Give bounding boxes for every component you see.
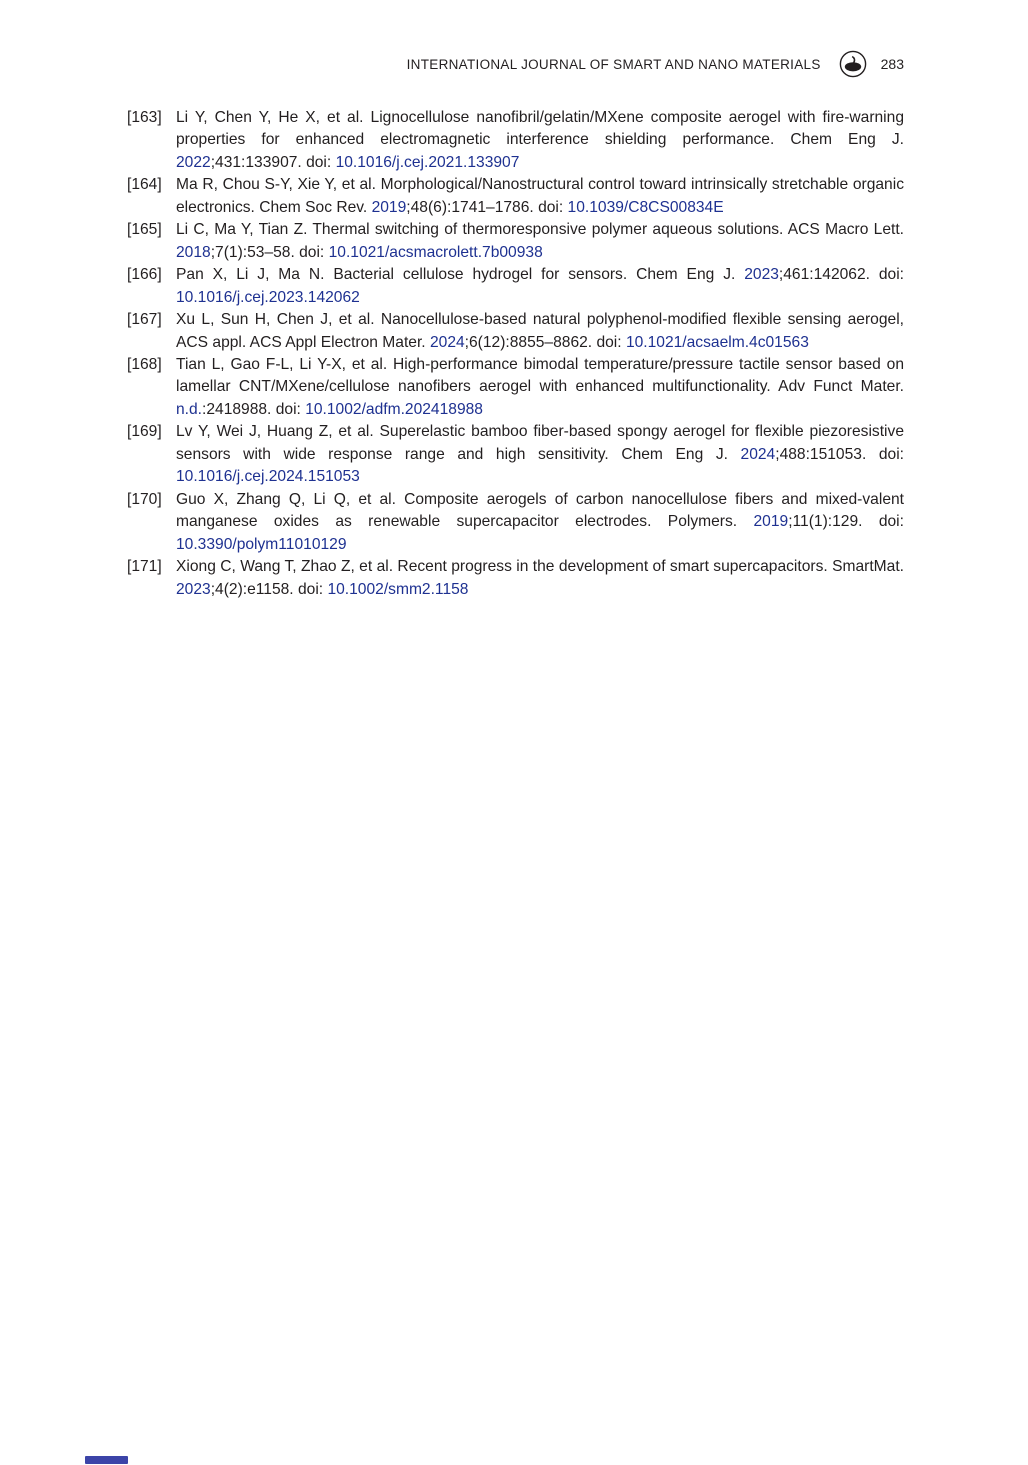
- reference-doi-link[interactable]: 10.1039/C8CS00834E: [567, 198, 724, 216]
- reference-body: [176, 356, 904, 418]
- reference-number: [165]: [127, 221, 162, 239]
- reference-doi-link[interactable]: 2024: [429, 333, 465, 351]
- reference-doi-link[interactable]: 2023: [744, 266, 779, 284]
- reference-doi-link[interactable]: 10.3390/polym11010129: [176, 535, 347, 553]
- reference-number: [169]: [127, 423, 162, 441]
- reference-text: ;488:151053. doi:: [775, 445, 905, 463]
- reference-text: Li Y, Chen Y, He X, et al. Lignocellulose nanofibril/gelatin/MXene composite aerogel with fire-warning properties for enhanced electromagnetic interference shielding performance. Chem Eng J.: [176, 109, 904, 149]
- reference-text: ;7(1):53–58. doi:: [210, 243, 329, 261]
- page-bottom-marker: [85, 1456, 128, 1464]
- reference-text: Lv Y, Wei J, Huang Z, et al. Superelastic bamboo fiber-based spongy aerogel for flexible piezoresistive sensors with wide response range and high sensitivity. Chem Eng J.: [176, 423, 904, 463]
- page-header: [127, 50, 904, 78]
- reference-doi-link[interactable]: 10.1021/acsmacrolett.7b00938: [328, 243, 543, 261]
- reference-body: [176, 176, 904, 215]
- reference-doi-link[interactable]: 2019: [371, 198, 407, 216]
- reference-item: [127, 489, 904, 556]
- reference-body: [176, 558, 904, 597]
- reference-text: ;4(2):e1158. doi:: [210, 580, 328, 598]
- reference-body: [176, 221, 904, 260]
- taylor-francis-logo-icon: [839, 50, 867, 78]
- reference-doi-link[interactable]: 2024: [740, 445, 776, 463]
- journal-title: INTERNATIONAL JOURNAL OF SMART AND NANO MATERIALS: [406, 56, 821, 72]
- reference-text: :2418988. doi:: [202, 400, 306, 418]
- reference-body: [176, 266, 904, 305]
- reference-doi-link[interactable]: 10.1002/adfm.202418988: [305, 400, 483, 418]
- page-number: 283: [880, 56, 904, 72]
- reference-text: Pan X, Li J, Ma N. Bacterial cellulose hydrogel for sensors. Chem Eng J.: [176, 266, 745, 284]
- reference-number: [163]: [127, 109, 162, 126]
- reference-item: [127, 174, 904, 219]
- reference-doi-link[interactable]: 2023: [176, 580, 211, 598]
- reference-item: [127, 309, 904, 354]
- reference-item: [127, 421, 904, 488]
- reference-number: [168]: [127, 355, 162, 373]
- reference-text: ;48(6):1741–1786. doi:: [406, 198, 568, 216]
- reference-number: [166]: [127, 266, 162, 284]
- reference-doi-link[interactable]: 10.1016/j.cej.2024.151053: [176, 468, 360, 486]
- reference-doi-link[interactable]: 10.1002/smm2.1158: [327, 580, 469, 598]
- reference-body: [176, 491, 904, 553]
- reference-doi-link[interactable]: 2022: [176, 153, 211, 171]
- reference-doi-link[interactable]: n.d.: [176, 400, 203, 418]
- reference-text: Xu L, Sun H, Chen J, et al. Nanocellulose-based natural polyphenol-modified flexible sensing aerogel, ACS appl. ACS Appl Electron Mater.: [176, 311, 904, 351]
- reference-doi-link[interactable]: 10.1016/j.cej.2023.142062: [176, 288, 360, 306]
- reference-list: [127, 107, 904, 601]
- reference-text: Xiong C, Wang T, Zhao Z, et al. Recent progress in the development of smart supercapacitors. SmartMat.: [176, 558, 904, 576]
- reference-number: [171]: [127, 558, 162, 576]
- reference-text: ;461:142062. doi:: [778, 266, 905, 284]
- reference-text: ;11(1):129. doi:: [788, 513, 904, 531]
- reference-body: [176, 423, 904, 485]
- reference-doi-link[interactable]: 10.1021/acsaelm.4c01563: [625, 333, 809, 351]
- reference-text: Li C, Ma Y, Tian Z. Thermal switching of thermoresponsive polymer aqueous solutions. ACS Macro Lett.: [176, 221, 904, 239]
- reference-text: ;431:133907. doi:: [210, 153, 336, 171]
- reference-doi-link[interactable]: 2018: [176, 243, 211, 261]
- reference-item: [127, 107, 904, 174]
- reference-body: [176, 311, 904, 350]
- reference-doi-link[interactable]: 10.1016/j.cej.2021.133907: [335, 153, 520, 171]
- reference-text: Tian L, Gao F-L, Li Y-X, et al. High-performance bimodal temperature/pressure tactile sensor based on lamellar CNT/MXene/cellulose nanofibers aerogel with enhanced multifunctionality. Adv Funct Mater.: [176, 355, 904, 396]
- reference-text: ;6(12):8855–8862. doi:: [464, 333, 626, 351]
- reference-text: Guo X, Zhang Q, Li Q, et al. Composite aerogels of carbon nanocellulose fibers and mixed-valent manganese oxides as renewable supercapacitor electrodes. Polymers.: [176, 490, 904, 531]
- reference-number: [164]: [127, 176, 162, 194]
- reference-item: [127, 264, 904, 309]
- reference-item: [127, 219, 904, 264]
- reference-number: [170]: [127, 490, 162, 508]
- reference-item: [127, 556, 904, 601]
- reference-item: [127, 354, 904, 421]
- reference-number: [167]: [127, 311, 162, 329]
- reference-text: Ma R, Chou S-Y, Xie Y, et al. Morphological/Nanostructural control toward intrinsically stretchable organic electronics. Chem Soc Rev.: [176, 176, 904, 216]
- reference-doi-link[interactable]: 2019: [753, 513, 789, 531]
- reference-body: [176, 109, 904, 171]
